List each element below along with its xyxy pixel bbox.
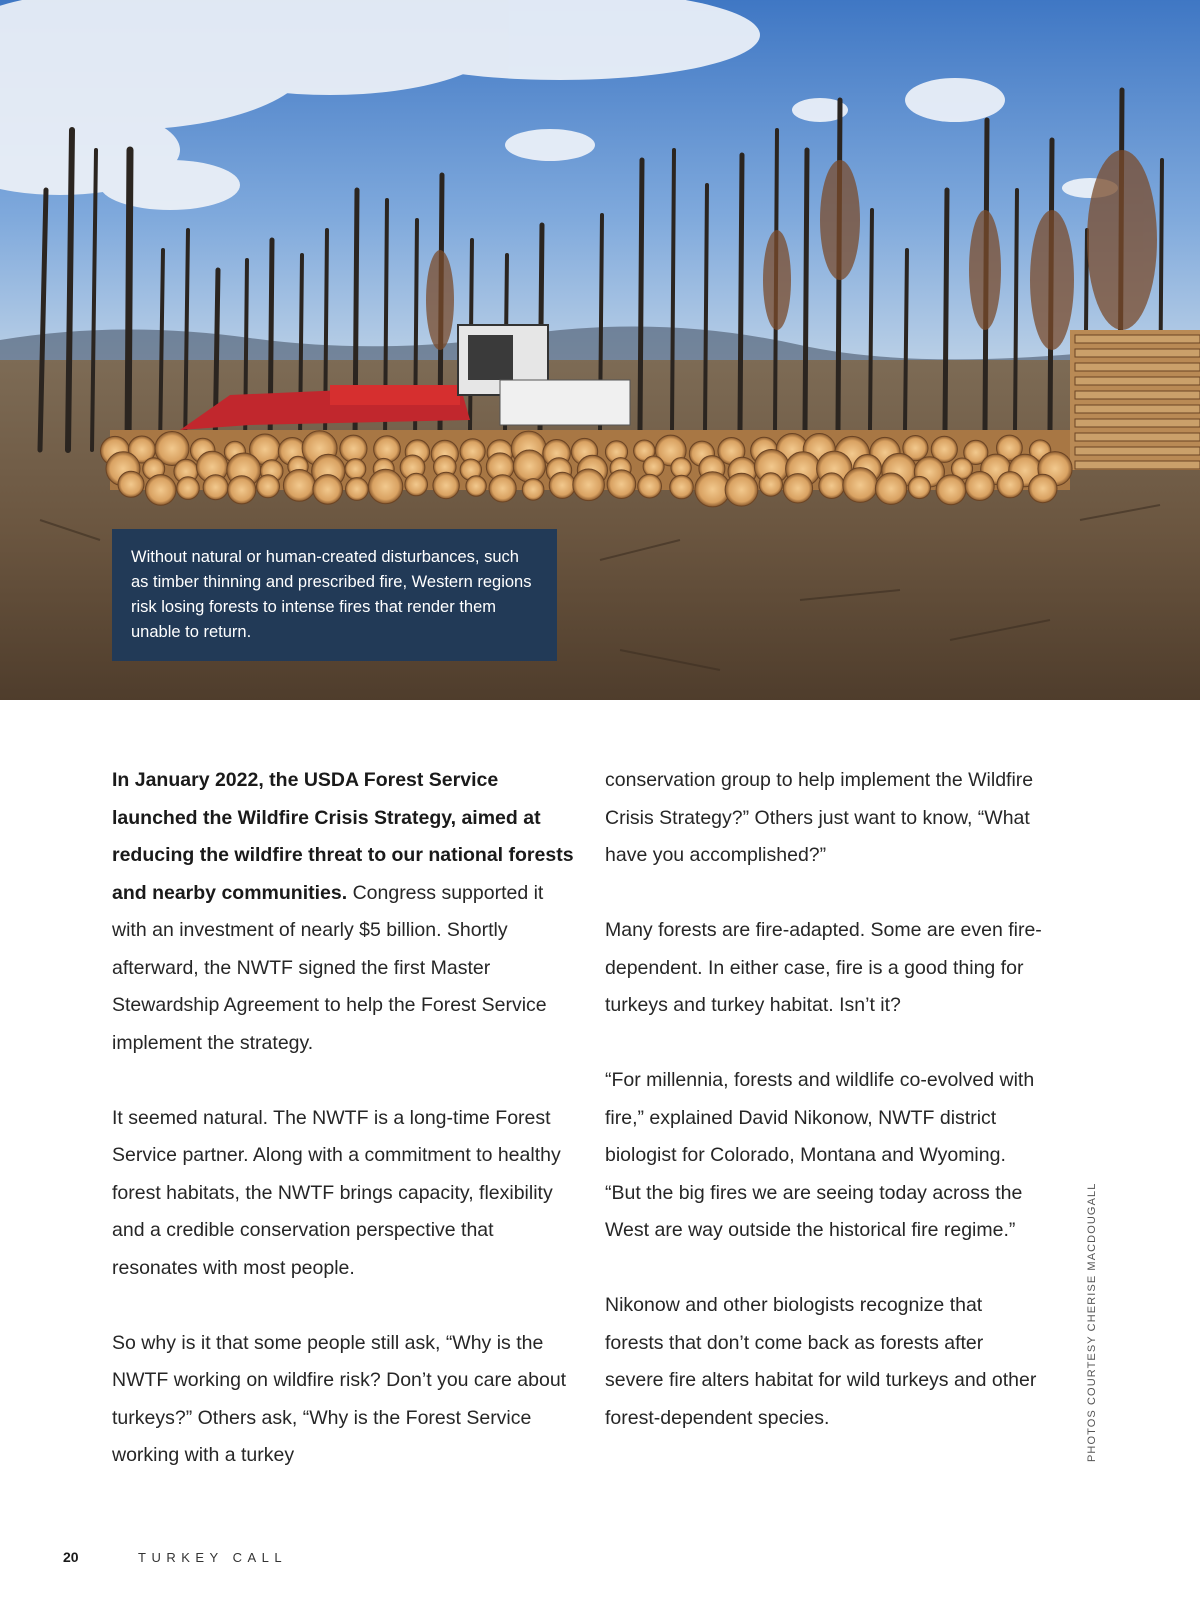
stacked-log bbox=[1075, 433, 1200, 441]
log-end bbox=[670, 475, 694, 499]
log-end bbox=[405, 473, 428, 496]
log-end bbox=[177, 477, 200, 500]
magazine-name: TURKEY CALL bbox=[138, 1550, 288, 1565]
article-paragraph: It seemed natural. The NWTF is a long-time Forest Service partner. Along with a commitment to healthy forest habitats, the NWTF brings capacity, flexibility and a credible conservation perspective that resonates with most people. bbox=[112, 1106, 561, 1279]
log-end bbox=[1029, 474, 1057, 502]
paragraph-text: Congress supported it with an investment of nearly $5 billion. Shortly afterward, the NWTF signed the first Master Stewardship Agreement to help the Forest Service implement the strategy. bbox=[112, 881, 547, 1054]
log-end bbox=[965, 472, 994, 501]
log-end bbox=[759, 473, 782, 496]
log-end bbox=[118, 471, 144, 497]
log-end bbox=[522, 479, 544, 501]
log-end bbox=[908, 476, 930, 498]
stacked-log bbox=[1075, 377, 1200, 385]
log-end bbox=[257, 475, 280, 498]
stacked-log bbox=[1075, 363, 1200, 371]
article-paragraph: Many forests are fire-adapted. Some are even fire-dependent. In either case, fire is a good thing for turkeys and turkey habitat. Isn’t it? bbox=[605, 919, 1042, 1016]
stacked-log bbox=[1075, 447, 1200, 455]
log-end bbox=[283, 470, 315, 502]
article-left-column bbox=[112, 762, 582, 1475]
article-paragraph: conservation group to help implement the Wildfire Crisis Strategy?” Others just want to know, “What have you accomplished?” bbox=[605, 769, 1034, 866]
lead-sentence: In January 2022, the USDA Forest Service launched the Wildfire Crisis Strategy, aimed at reducing the wildfire threat to our national forests and nearby communities. bbox=[112, 769, 574, 904]
article-paragraph: Nikonow and other biologists recognize that forests that don’t come back as forests after severe fire alters habitat for wild turkeys and other forest-dependent species. bbox=[605, 1294, 1037, 1429]
log-end bbox=[643, 456, 664, 477]
log-end bbox=[433, 472, 459, 498]
hero-photo bbox=[0, 0, 1200, 700]
log-end bbox=[783, 474, 812, 503]
log-end bbox=[997, 472, 1023, 498]
log-end bbox=[843, 468, 878, 503]
log-end bbox=[549, 472, 575, 498]
page-number: 20 bbox=[63, 1549, 79, 1565]
log-end bbox=[346, 478, 369, 501]
log-end bbox=[607, 470, 636, 499]
stacked-log bbox=[1075, 335, 1200, 343]
log-end bbox=[489, 475, 516, 502]
article-paragraph: So why is it that some people still ask, “Why is the NWTF working on wildfire risk? Don’t you care about turkeys?” Others ask, “Why is the Forest Service working with a turkey bbox=[112, 1331, 567, 1466]
stacked-log bbox=[1075, 461, 1200, 469]
photo-caption-box bbox=[112, 529, 557, 661]
log-end bbox=[466, 476, 486, 496]
log-end bbox=[203, 475, 228, 500]
stacked-log bbox=[1075, 391, 1200, 399]
log-end bbox=[228, 476, 256, 504]
article-paragraph: “For millennia, forests and wildlife co-evolved with fire,” explained David Nikonow, NWTF district biologist for Colorado, Montana and Wyoming. “But the big fires we are seeing today across the West are way outside the historical fire regime.” bbox=[605, 1069, 1035, 1241]
stacked-log bbox=[1075, 419, 1200, 427]
photo-credit: PHOTOS COURTESY CHERISE MACDOUGALL bbox=[1086, 1182, 1098, 1462]
article-right-column bbox=[605, 762, 1045, 1437]
log-end bbox=[936, 475, 966, 505]
log-end bbox=[638, 474, 662, 498]
log-end bbox=[368, 469, 402, 503]
log-end bbox=[819, 473, 845, 499]
photo-caption: Without natural or human-created disturbances, such as timber thinning and prescribed fire, Western regions risk losing forests to intense fires that render them unable to return. bbox=[131, 548, 532, 641]
log-end bbox=[875, 473, 906, 504]
log-end bbox=[145, 475, 176, 506]
stacked-log bbox=[1075, 405, 1200, 413]
log-end bbox=[725, 473, 758, 506]
log-end bbox=[513, 450, 545, 482]
log-end bbox=[345, 459, 366, 480]
log-end bbox=[340, 435, 367, 462]
log-end bbox=[573, 469, 605, 501]
article-paragraph bbox=[112, 762, 582, 1062]
log-end bbox=[313, 475, 343, 505]
stacked-log bbox=[1075, 349, 1200, 357]
